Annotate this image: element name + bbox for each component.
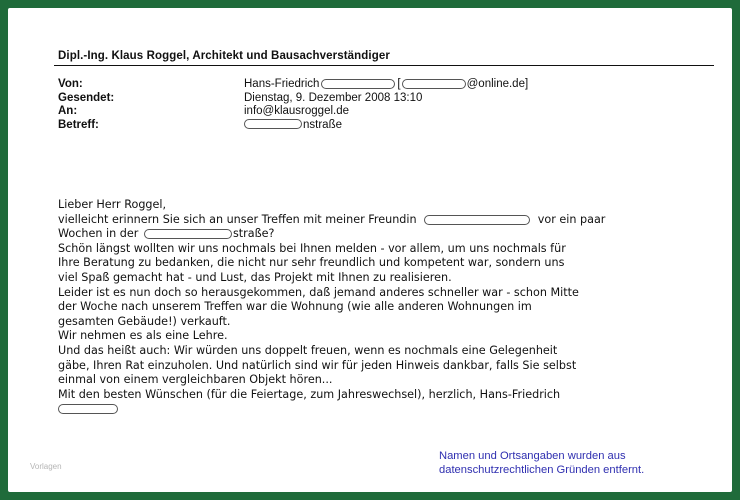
subject-label: Betreff:: [58, 118, 99, 131]
from-row: [58, 78, 528, 92]
body-line: der Woche nach unserem Treffen war die Wohnung (wie alle anderen Wohnungen im: [58, 300, 532, 314]
body-text: vielleicht erinnern Sie sich an unser Treffen mit meiner Freundin: [58, 212, 417, 226]
body-line: [58, 213, 698, 228]
body-line: [58, 227, 698, 242]
redaction-mark: [321, 79, 395, 89]
body-line: Schön längst wollten wir uns nochmals bei Ihnen melden - vor allem, um uns nochmals für: [58, 241, 566, 255]
body-line: Lieber Herr Roggel,: [58, 198, 167, 211]
privacy-note-line: datenschutzrechtlichen Gründen entfernt.: [439, 464, 645, 476]
body-line: Ihre Beratung zu bedanken, die nicht nur sehr freundlich und kompetent war, sondern uns: [58, 256, 565, 270]
body-text: Wochen in der: [58, 227, 139, 241]
header-divider: [54, 65, 714, 66]
to-row: [58, 105, 528, 119]
body-line: Und das heißt auch: Wir würden uns doppelt freuen, wenn es nochmals eine Gelegenheit: [58, 343, 558, 357]
redaction-mark: [244, 119, 302, 129]
redaction-mark: [144, 229, 232, 239]
body-line: einmal von einem vergleichbaren Objekt hören...: [58, 373, 333, 387]
redaction-mark: [424, 215, 530, 225]
document-page: [8, 8, 732, 492]
from-name: Hans-Friedrich: [244, 78, 320, 90]
sent-value: Dienstag, 9. Dezember 2008 13:10: [244, 91, 423, 104]
redaction-mark: [402, 79, 466, 89]
body-line: viel Spaß gemacht hat - und Lust, das Projekt mit Ihnen zu realisieren.: [58, 270, 452, 284]
body-line: Mit den besten Wünschen (für die Feiertage, zum Jahreswechsel), herzlich, Hans-Friedrich: [58, 387, 561, 401]
body-text: vor ein paar: [537, 212, 606, 226]
body-text: straße?: [232, 227, 275, 241]
privacy-note: [439, 449, 644, 477]
sent-row: [58, 92, 528, 106]
to-value: info@klausroggel.de: [244, 105, 350, 117]
redaction-mark: [58, 404, 118, 414]
privacy-note-line: Namen und Ortsangaben wurden aus: [439, 450, 626, 462]
sent-label: Gesendet:: [58, 91, 115, 104]
letterhead-title: Dipl.-Ing. Klaus Roggel, Architekt und Bausachverständiger: [58, 50, 390, 62]
signature-redaction-line: [58, 402, 698, 417]
body-line: gesamten Gebäude!) verkauft.: [58, 314, 231, 328]
email-header: [58, 78, 528, 132]
body-line: Leider ist es nun doch so herausgekommen, daß jemand anderes schneller war - schon Mitte: [58, 285, 579, 299]
body-line: gäbe, Ihren Rat einzuholen. Und natürlich sind wir für jeden Hinweis dankbar, falls Sie selbst: [58, 358, 577, 372]
subject-row: [58, 119, 528, 133]
letter-body: [58, 198, 698, 417]
to-label: An:: [58, 105, 78, 117]
watermark: Vorlagen: [30, 462, 62, 471]
from-label: Von:: [58, 78, 83, 90]
from-bracket: [: [397, 78, 401, 90]
subject-suffix: nstraße: [303, 118, 342, 131]
from-value: [244, 78, 528, 92]
subject-value: [244, 119, 342, 133]
from-email-domain: @online.de]: [466, 78, 529, 90]
body-line: Wir nehmen es als eine Lehre.: [58, 329, 228, 343]
